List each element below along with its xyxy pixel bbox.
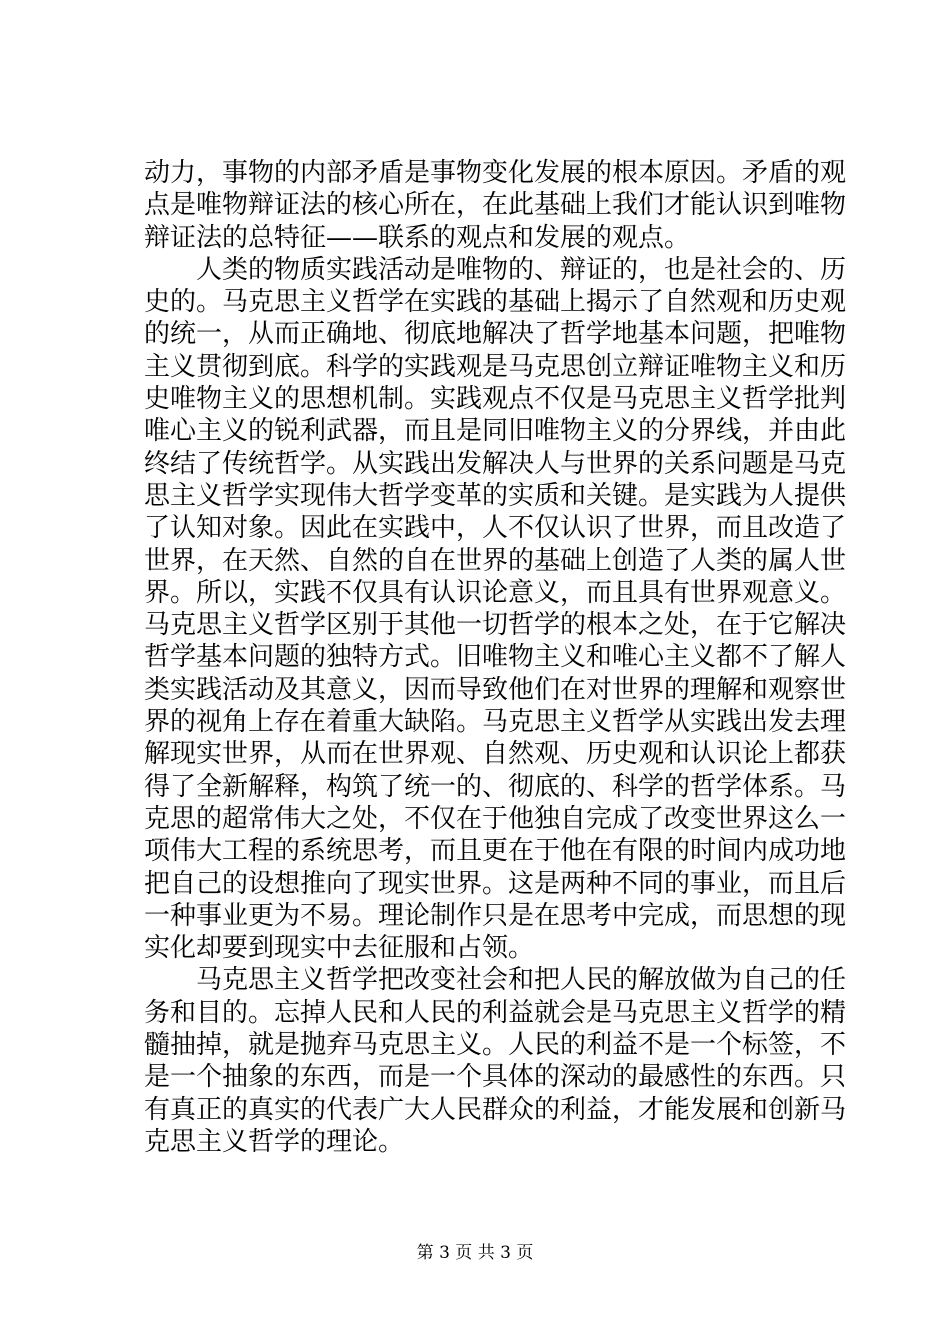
text-line: 马克思主义哲学区别于其他一切哲学的根本之处，在于它解决 — [144, 610, 847, 641]
text-line: 动力，事物的内部矛盾是事物变化发展的根本原因。矛盾的观 — [144, 158, 847, 188]
text-line: 唯心主义的锐利武器，而且是同旧唯物主义的分界线，并由此 — [144, 416, 847, 447]
text-line: 史的。马克思主义哲学在实践的基础上揭示了自然观和历史观 — [144, 287, 847, 318]
text-line: 实化却要到现实中去征服和占领。 — [144, 933, 535, 964]
text-line: 界。所以，实践不仅具有认识论意义，而且具有世界观意义。 — [144, 577, 847, 608]
text-line: 有真正的真实的代表广大人民群众的利益，才能发展和创新马 — [144, 1094, 847, 1125]
text-line: 项伟大工程的系统思考，而且更在于他在有限的时间内成功地 — [144, 836, 847, 867]
text-line: 史唯物主义的思想机制。实践观点不仅是马克思主义哲学批判 — [144, 384, 847, 415]
text-line: 克思的超常伟大之处，不仅在于他独自完成了改变世界这么一 — [144, 803, 847, 834]
text-line: 人类的物质实践活动是唯物的、辩证的，也是社会的、历 — [144, 254, 847, 285]
text-line: 思主义哲学实现伟大哲学变革的实质和关键。是实践为人提供 — [144, 480, 847, 511]
text-line: 类实践活动及其意义，因而导致他们在对世界的理解和观察世 — [144, 674, 847, 705]
text-line: 得了全新解释，构筑了统一的、彻底的、科学的哲学体系。马 — [144, 771, 847, 802]
body-text — [144, 157, 847, 1158]
text-line: 世界，在天然、自然的自在世界的基础上创造了人类的属人世 — [144, 545, 847, 576]
text-line: 克思主义哲学的理论。 — [144, 1126, 405, 1157]
text-line: 主义贯彻到底。科学的实践观是马克思创立辩证唯物主义和历 — [144, 351, 847, 382]
text-line: 点是唯物辩证法的核心所在，在此基础上我们才能认识到唯物 — [144, 190, 847, 221]
text-line: 终结了传统哲学。从实践出发解决人与世界的关系问题是马克 — [144, 448, 847, 479]
text-line: 髓抽掉，就是抛弃马克思主义。人民的利益不是一个标签，不 — [144, 1030, 847, 1061]
text-line: 辩证法的总特征——联系的观点和发展的观点。 — [144, 222, 691, 253]
text-line: 把自己的设想推向了现实世界。这是两种不同的事业，而且后 — [144, 868, 847, 899]
text-line: 务和目的。忘掉人民和人民的利益就会是马克思主义哲学的精 — [144, 997, 847, 1028]
text-line: 哲学基本问题的独特方式。旧唯物主义和唯心主义都不了解人 — [144, 642, 847, 673]
text-line: 了认知对象。因此在实践中，人不仅认识了世界，而且改造了 — [144, 513, 847, 544]
text-line: 界的视角上存在着重大缺陷。马克思主义哲学从实践出发去理 — [144, 707, 847, 738]
text-line: 一种事业更为不易。理论制作只是在思考中完成，而思想的现 — [144, 900, 847, 931]
page-number: 第 3 页 共 3 页 — [416, 1243, 534, 1263]
text-line: 马克思主义哲学把改变社会和把人民的解放做为自己的任 — [144, 965, 847, 996]
text-line: 解现实世界，从而在世界观、自然观、历史观和认识论上都获 — [144, 739, 847, 770]
page-footer — [0, 1242, 950, 1264]
text-line: 是一个抽象的东西，而是一个具体的深动的最感性的东西。只 — [144, 1062, 847, 1093]
text-line: 的统一，从而正确地、彻底地解决了哲学地基本问题，把唯物 — [144, 319, 847, 350]
